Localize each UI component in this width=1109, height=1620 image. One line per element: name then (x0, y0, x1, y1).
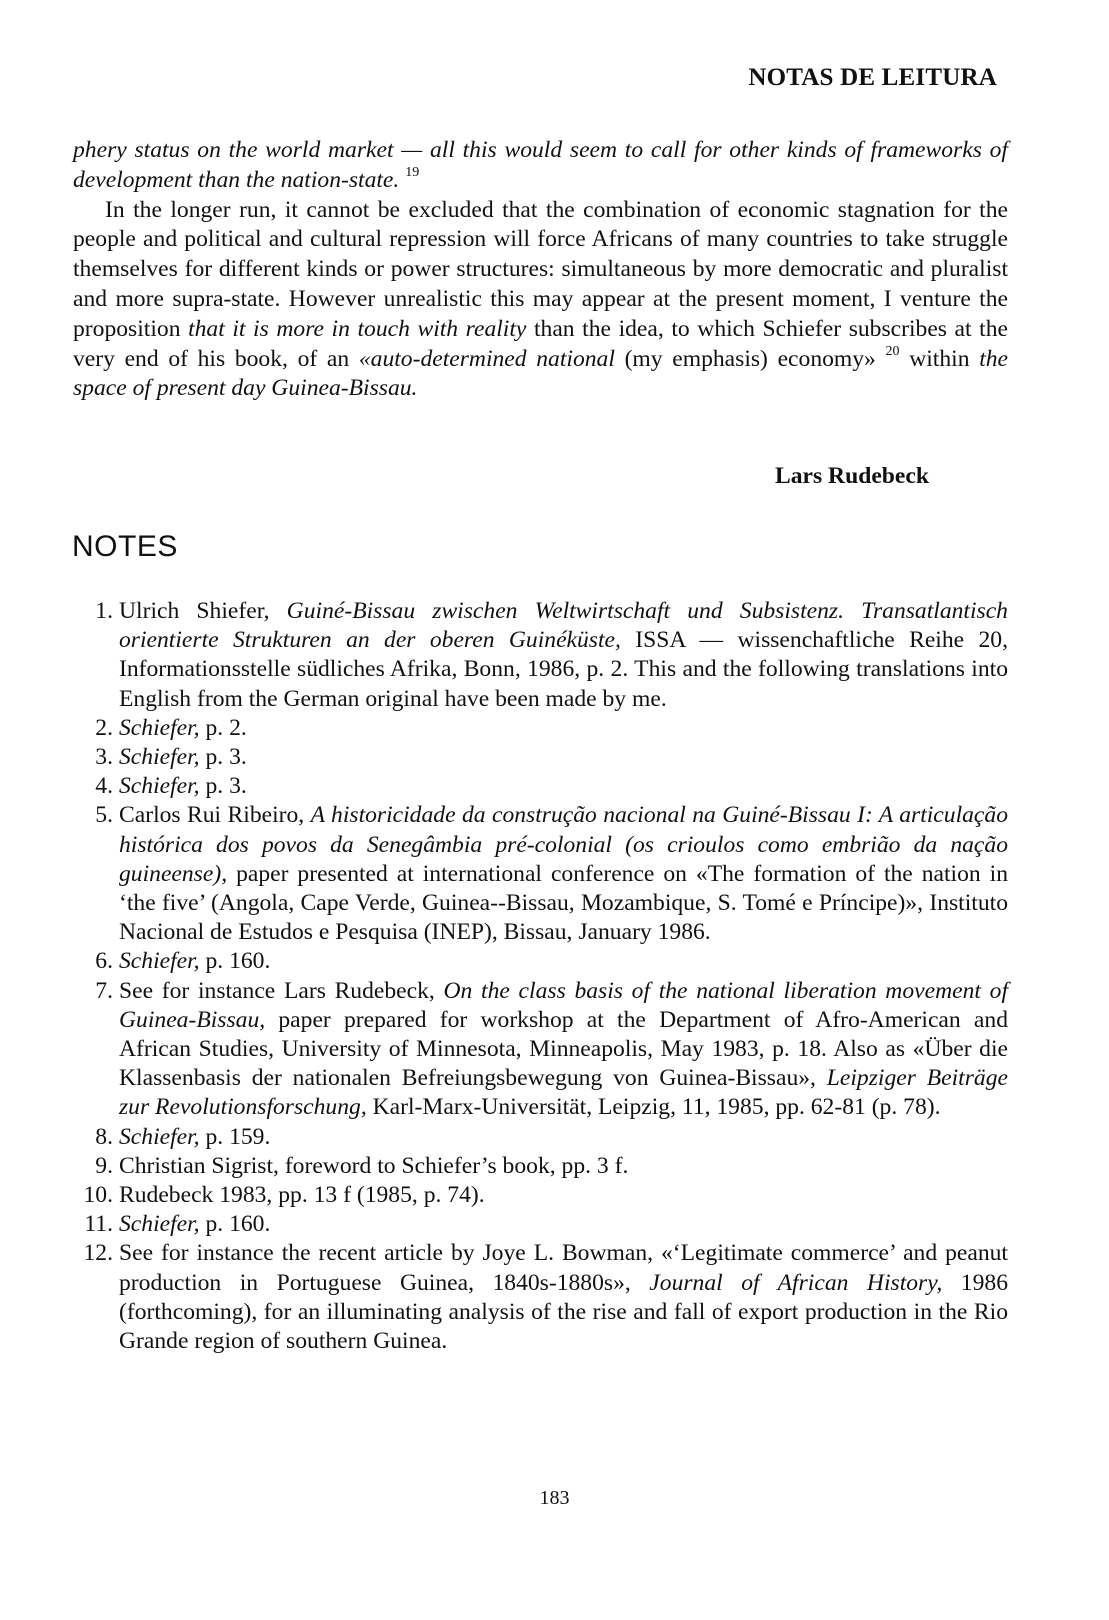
footnote-ref-19[interactable]: 19 (405, 164, 420, 180)
notes-list (73, 597, 1008, 1356)
paragraph-emphasis: the space of present day Guinea-Bissau. (73, 345, 1009, 402)
note-number: 10. (83, 1182, 113, 1209)
note-text-run: 1986 (forthcoming), for an illuminating analysis of the rise and fall of export production in the Rio Grande region of southern Guinea. (119, 1269, 1008, 1355)
note-number: 12. (83, 1240, 113, 1267)
note-text-run: Karl-Marx-Universität, Leipzig, 11, 1985, pp. 62-81 (p. 78). (366, 1094, 941, 1121)
note-text-run: p. 3. (199, 773, 247, 800)
note-title-italic: Leipziger Beiträge zur Revolutionsforschung, (119, 1065, 1008, 1121)
note-text (119, 714, 1008, 743)
paragraph-text: than the idea, to which Schiefer subscribes at the very end of his book, of an (73, 315, 1008, 372)
note-number: 11. (84, 1211, 113, 1238)
note-text-run: p. 160. (199, 1211, 271, 1238)
note-text-run: p. 160. (199, 948, 271, 975)
note-number: 3. (95, 744, 113, 771)
note-text (119, 1239, 1008, 1356)
paragraph-text: (my emphasis) economy» (624, 345, 876, 372)
paragraph-continuation (73, 136, 1008, 196)
note-number: 9. (95, 1152, 113, 1179)
note-text-run: paper prepared for workshop at the Department of Afro-American and African Studies, University of Minnesota, Minneapolis, May 1983, p. 18. Also as «Über die Klassenbasis der nationalen Befreiungsbewegung von Guinea-Bissau», (119, 1006, 1008, 1092)
note-number: 5. (95, 802, 113, 829)
note-number: 4. (95, 773, 113, 800)
note-title-italic: Guiné-Bissau zwischen Weltwirtschaft und Subsistenz. Transatlantisch orientierte Strukturen an der oberen Guinéküste, (119, 598, 1008, 654)
note-text (119, 597, 1008, 714)
note-text-run: paper presented at international conference on «The formation of the nation in ‘the five’ (Angola, Cape Verde, Guinea--Bissau, Mozambique, S. Tomé e Príncipe)», Instituto Nacional de Estudos e Pesquisa (INEP), Bissau, January 1986. (119, 860, 1008, 946)
paragraph-emphasis: «auto-determined national (358, 345, 615, 372)
note-item (73, 714, 1008, 743)
note-number: 7. (95, 977, 113, 1004)
note-item (73, 1123, 1008, 1152)
note-text-run: Ulrich Shiefer, (119, 598, 287, 624)
note-title-italic: Schiefer, (119, 744, 200, 771)
note-item (73, 947, 1008, 976)
note-item (73, 1152, 1008, 1181)
note-text-run: Christian Sigrist, foreword to Schiefer’s book, pp. 3 f. (119, 1152, 629, 1179)
note-text (119, 1152, 1008, 1181)
note-item (73, 1239, 1008, 1356)
note-text (119, 1123, 1008, 1152)
note-title-italic: Schiefer, (119, 714, 200, 741)
note-text-run: p. 159. (199, 1123, 271, 1150)
note-text (119, 1210, 1008, 1239)
note-text-run: p. 2. (199, 714, 247, 741)
note-text (119, 977, 1008, 1123)
note-item (73, 597, 1008, 714)
note-text (119, 801, 1008, 947)
note-item (73, 743, 1008, 772)
paragraph-main (73, 196, 1008, 405)
note-number: 8. (95, 1123, 113, 1150)
note-title-italic: Journal of African History, (649, 1269, 943, 1296)
note-number: 6. (95, 948, 113, 975)
note-text-run: Rudebeck 1983, pp. 13 f (1985, p. 74). (119, 1182, 485, 1209)
note-text-run: ISSA — wissenchaftliche Reihe 20, Informationsstelle südliches Afrika, Bonn, 1986, p. 2. This and the following translations into English from the German original have been made by me. (119, 627, 1008, 712)
paragraph-text: within (909, 345, 970, 372)
note-title-italic: Schiefer, (119, 1211, 200, 1238)
note-number: 1. (95, 598, 113, 624)
note-text (119, 947, 1008, 976)
author-signature: Lars Rudebeck (774, 463, 929, 489)
paragraph-text: In the longer run, it cannot be excluded that the combination of economic stagnation for the people and political and cultural repression will force Africans of many countries to take struggle themselves for different kinds or power structures: simultaneous by more democratic and pluralist and more supra-state. However unrealistic this may appear at the present moment, I venture the proposition (73, 196, 1008, 342)
note-title-italic: On the class basis of the national liberation movement of Guinea-Bissau, (119, 977, 1008, 1033)
note-title-italic: A historicidade da construção nacional na Guiné-Bissau I: A articulação histórica dos povos da Senegâmbia pré-colonial (os crioulos como embrião da nação guineense), (119, 802, 1008, 887)
note-title-italic: Schiefer, (119, 773, 200, 800)
note-text-run: See for instance the recent article by Joye L. Bowman, «‘Legitimate commerce’ and peanut production in Portuguese Guinea, 1840s-1880s», (119, 1240, 1008, 1296)
page-number: 183 (539, 1487, 570, 1509)
note-item (73, 772, 1008, 801)
running-head: NOTAS DE LEITURA (748, 64, 997, 91)
paragraph-continuation-text: phery status on the world market — all this would seem to call for other kinds of frameworks of development than the nation-state. (73, 137, 1008, 193)
note-item (73, 977, 1008, 1123)
note-item (73, 801, 1008, 947)
note-title-italic: Schiefer, (119, 1123, 200, 1150)
note-text-run: Carlos Rui Ribeiro, (119, 802, 311, 829)
note-text (119, 1181, 1008, 1210)
note-item (73, 1181, 1008, 1210)
paragraph-emphasis: that it is more in touch with reality (188, 315, 527, 342)
body-text (73, 136, 1008, 404)
note-text-run: See for instance Lars Rudebeck, (119, 977, 444, 1004)
note-text-run: p. 3. (199, 744, 247, 771)
footnote-ref-20[interactable]: 20 (885, 343, 900, 359)
note-text (119, 772, 1008, 801)
note-title-italic: Schiefer, (119, 948, 200, 975)
note-text (119, 743, 1008, 772)
note-item (73, 1210, 1008, 1239)
notes-heading: NOTES (72, 530, 178, 563)
note-number: 2. (95, 714, 113, 741)
